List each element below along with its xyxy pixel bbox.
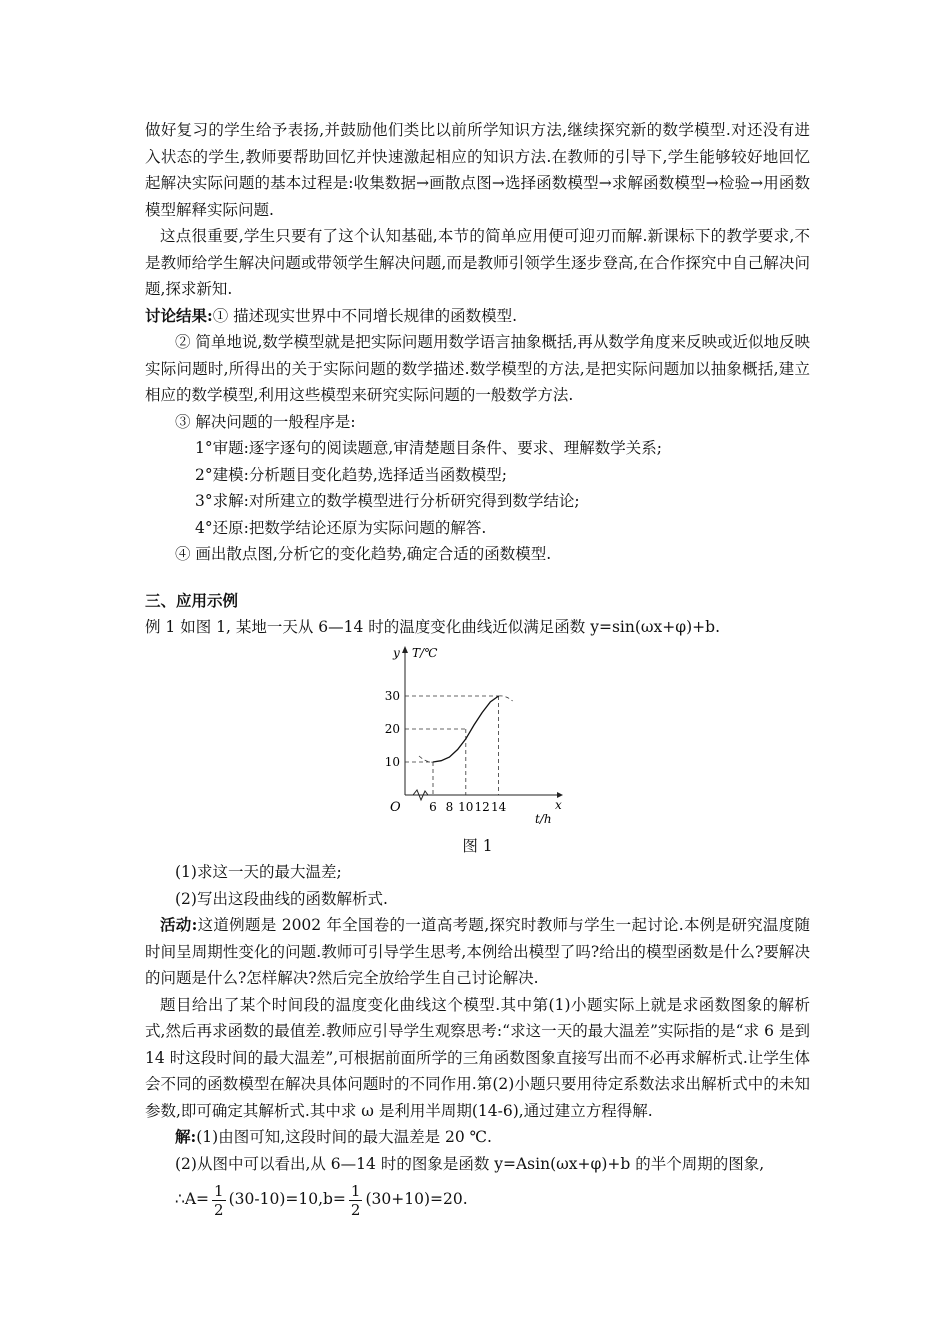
discussion-item-2: ② 简单地说,数学模型就是把实际问题用数学语言抽象概括,再从数学角度来反映或近似地反映实际问题时,所得出的关于实际问题的数学描述.数学模型的方法,是把实际问题加以抽象概括,建立相应的数学模型,利用这些模型来研究实际问题的一般数学方法. bbox=[145, 333, 810, 404]
discussion-item-4: ④ 画出散点图,分析它的变化趋势,确定合适的函数模型. bbox=[175, 545, 552, 563]
curve-extension-right bbox=[499, 695, 513, 700]
y-axis-arrow bbox=[402, 646, 408, 653]
fraction-half-2: $\frac{1}{2}$ bbox=[350, 1181, 361, 1219]
fraction-half-1: $\frac{1}{2}$ bbox=[214, 1181, 224, 1219]
y-axis-letter: y bbox=[393, 645, 400, 660]
activity-label: 活动: bbox=[160, 915, 198, 934]
discussion-item-1: 讨论结果:① 描述现实世界中不同增长规律的函数模型. bbox=[145, 305, 518, 325]
document-page bbox=[145, 117, 810, 1221]
solution-label: 解: bbox=[175, 1127, 197, 1146]
x-tick-label: 8 bbox=[445, 799, 454, 814]
section-title: 三、应用示例 bbox=[145, 590, 239, 610]
paragraph-review: 做好复习的学生给予表扬,并鼓励他们类比以前所学知识方法,继续探究新的数学模型.对还没有进入状态的学生,教师要帮助回忆并快速激起相应的知识方法.在教师的引导下,学生能够较好地回忆起解决实际问题的基本过程是:收集数据→画散点图→选择函数模型→求解函数模型→检验→用函数模型解释实际问题. bbox=[145, 121, 810, 219]
x-tick-label: 14 bbox=[490, 799, 507, 814]
paragraph-cognitive-basis: 这点很重要,学生只要有了这个认知基础,本节的简单应用便可迎刃而解.新课标下的教学要求,不是教师给学生解决问题或带领学生解决问题,而是教师引领学生逐步登高,在合作探究中自己解决问题,探求新知. bbox=[145, 227, 810, 298]
x-axis-label: t/h bbox=[535, 811, 552, 826]
procedure-step-3: 3°求解:对所建立的数学模型进行分析研究得到数学结论; bbox=[195, 492, 580, 510]
x-tick-label: 12 bbox=[474, 799, 490, 814]
y-tick-label: 20 bbox=[384, 721, 400, 736]
discussion-item-3: ③ 解决问题的一般程序是: bbox=[175, 412, 356, 431]
analysis-paragraph: 题目给出了某个时间段的温度变化曲线这个模型.其中第(1)小题实际上就是求函数图象的解析式,然后再求函数的最值差.教师应引导学生观察思考:“求这一天的最大温差”实际指的是“求 6 是到 14 时这段时间的最大温差”,可根据前面所学的三角函数图象直接写出而不必再求解析式.让学生体会不同的函数模型在解决具体问题时的不同作用.第(2)小题只要用待定系数法求出解析式中的未知参数,即可确定其解析式.其中求 ω 是利用半周期(14-6),通过建立方程得解. bbox=[145, 995, 810, 1120]
discussion-label: 讨论结果: bbox=[145, 305, 213, 325]
example-statement: 例 1 如图 1, 某地一天从 6—14 时的温度变化曲线近似满足函数 y=sin(ωx+φ)+b. bbox=[145, 618, 721, 636]
x-axis-letter: x bbox=[555, 797, 562, 812]
chart-svg bbox=[375, 643, 575, 833]
procedure-step-2: 2°建模:分析题目变化趋势,选择适当函数模型; bbox=[195, 465, 507, 484]
temperature-chart bbox=[145, 643, 810, 833]
procedure-step-4: 4°还原:把数学结论还原为实际问题的解答. bbox=[195, 518, 487, 537]
y-tick-label: 30 bbox=[384, 688, 400, 703]
x-tick-label: 6 bbox=[429, 799, 437, 814]
solution-part-1: 解:(1)由图可知,这段时间的最大温差是 20 ℃. bbox=[175, 1127, 492, 1146]
figure-caption: 图 1 bbox=[462, 836, 493, 855]
question-1: (1)求这一天的最大温差; bbox=[175, 863, 342, 881]
origin-label: O bbox=[390, 799, 401, 815]
solution-part-2: (2)从图中可以看出,从 6—14 时的图象是函数 y=Asin(ωx+φ)+b 的半个周期的图象, bbox=[175, 1154, 765, 1173]
x-tick-label: 10 bbox=[458, 799, 474, 814]
procedure-step-1: 1°审题:逐字逐句的阅读题意,审清楚题目条件、要求、理解数学关系; bbox=[195, 439, 662, 457]
question-2: (2)写出这段曲线的函数解析式. bbox=[175, 889, 388, 908]
activity-paragraph: 活动:这道例题是 2002 年全国卷的一道高考题,探究时教师与学生一起讨论.本例是研究温度随时间呈周期性变化的问题.教师可引导学生思考,本例给出模型了吗?给出的模型函数是什么?要解决的问题是什么?怎样解决?然后完全放给学生自己讨论解决. bbox=[145, 915, 810, 987]
y-tick-label: 10 bbox=[384, 754, 400, 769]
curve-extension-left bbox=[419, 756, 433, 762]
y-axis-label: T/℃ bbox=[412, 645, 438, 660]
solution-equation: ∴A= $\frac{1}{2}$ (30-10)=10,b= $\frac{1}{2}$ (30+10)=20. bbox=[175, 1181, 468, 1219]
